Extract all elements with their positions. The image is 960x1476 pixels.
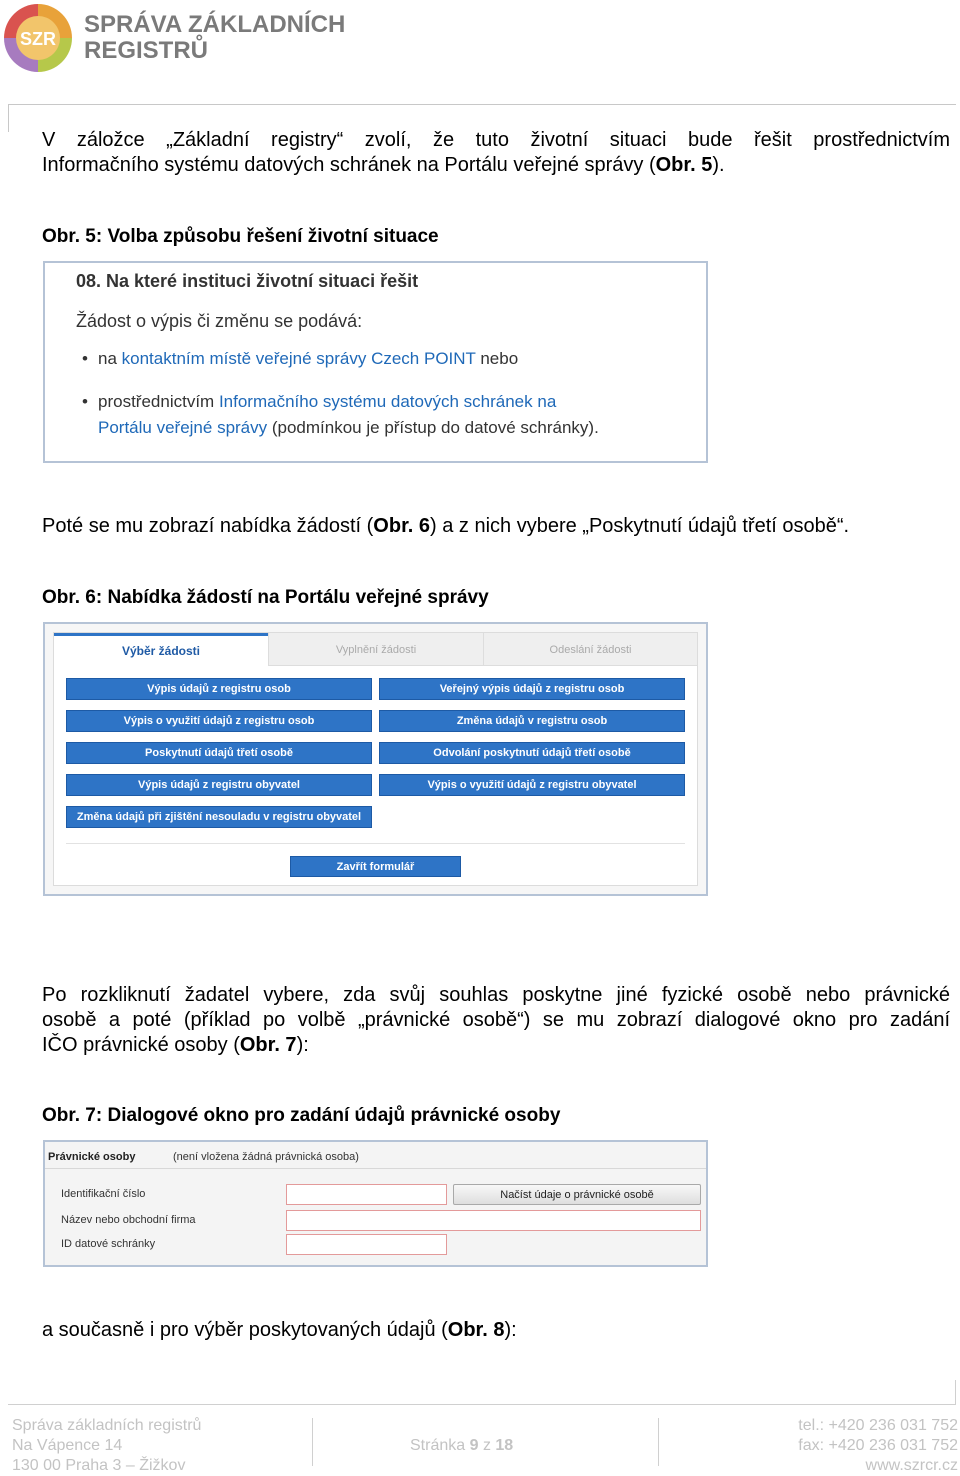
figure-7-screenshot (43, 1140, 708, 1267)
btn-vypis-registr-obyvatel[interactable]: Výpis údajů z registru obyvatel (66, 774, 372, 796)
figure-7-caption: Obr. 7: Dialogové okno pro zadání údajů právnické osoby (42, 1105, 561, 1126)
btn-vypis-vyuziti-registr-osob[interactable]: Výpis o využití údajů z registru osob (66, 710, 372, 732)
paragraph-3-line2: osobě a poté (příklad po volbě „právnické osobě“) se mu zobrazí dialogové okno pro zadání (42, 1009, 950, 1031)
footer-rule (8, 1404, 956, 1405)
btn-poskytnuti-udaju-treti-osobe[interactable]: Poskytnutí údajů třetí osobě (66, 742, 372, 764)
czech-point-link[interactable]: kontaktním místě veřejné správy Czech POINT (121, 349, 476, 368)
svg-text:SZR: SZR (20, 29, 56, 49)
figure-5-screenshot (43, 261, 708, 463)
header-rule (8, 104, 956, 105)
request-form-panel (53, 632, 698, 886)
label-ico: Identifikační číslo (61, 1188, 146, 1200)
portal-link[interactable]: Portálu veřejné správy (98, 418, 268, 437)
paragraph-2: Poté se mu zobrazí nabídka žádostí (Obr. 6) a z nich vybere „Poskytnutí údajů třetí osobě“. (42, 515, 850, 537)
close-form-button[interactable]: Zavřít formulář (290, 856, 461, 877)
footer-rule-corner (955, 1380, 956, 1405)
szr-logo-icon (2, 2, 74, 74)
company-name-input[interactable] (286, 1210, 701, 1231)
btn-zmena-udaju-registr-osob[interactable]: Změna údajů v registru osob (379, 710, 685, 732)
footer-org-name: Správa základních registrů (12, 1417, 202, 1434)
footer-street: Na Vápence 14 (12, 1437, 123, 1454)
paragraph-3-line1: Po rozkliknutí žadatel vybere, zda svůj souhlas poskytne jiné fyzické osobě nebo právnické (42, 984, 950, 1006)
paragraph-3-line3: IČO právnické osoby (Obr. 7): (42, 1034, 309, 1056)
figure-6-screenshot (43, 622, 708, 896)
paragraph-4: a současně i pro výběr poskytovaných údajů (Obr. 8): (42, 1319, 517, 1341)
tab-odeslani-zadosti[interactable]: Odeslání žádosti (483, 633, 697, 666)
bullet-icon: • (82, 392, 88, 411)
btn-zmena-udaju-nesoulad[interactable]: Změna údajů při zjištění nesouladu v registru obyvatel (66, 806, 372, 828)
btn-odvolani-poskytnuti[interactable]: Odvolání poskytnutí údajů třetí osobě (379, 742, 685, 764)
paragraph-1-line1: V záložce „Základní registry“ zvolí, že tuto životní situaci bude řešit prostřednictvím (42, 129, 950, 151)
load-legal-person-button[interactable]: Načíst údaje o právnické osobě (453, 1184, 701, 1205)
header-rule-corner (8, 104, 9, 132)
btn-vypis-registr-osob[interactable]: Výpis údajů z registru osob (66, 678, 372, 700)
footer-fax: fax: +420 236 031 752 (798, 1437, 958, 1454)
fig5-bullet-2: • prostřednictvím Informačního systému datových schránek na Portálu veřejné správy (podmínkou je přístup do datové schránky). (98, 389, 599, 441)
dialog-divider (45, 1168, 706, 1169)
tab-vyber-zadosti[interactable]: Výběr žádosti (54, 633, 268, 666)
footer-divider-left (312, 1418, 313, 1466)
btn-vypis-vyuziti-registr-obyvatel[interactable]: Výpis o využití údajů z registru obyvatel (379, 774, 685, 796)
tab-divider (268, 665, 697, 666)
isds-link[interactable]: Informačního systému datových schránek na (218, 392, 557, 411)
form-divider (66, 843, 685, 844)
footer-website[interactable]: www.szrcr.cz (865, 1457, 958, 1474)
fig5-subheading: Žádost o výpis či změnu se podává: (76, 311, 363, 331)
legal-persons-title: Právnické osoby (48, 1151, 136, 1163)
figure-5-caption: Obr. 5: Volba způsobu řešení životní situace (42, 226, 439, 247)
footer-city: 130 00 Praha 3 – Žižkov (12, 1457, 186, 1474)
fig5-heading: 08. Na které instituci životní situaci řešit (76, 271, 419, 291)
footer-phone: tel.: +420 236 031 752 (798, 1417, 958, 1434)
label-data-box-id: ID datové schránky (61, 1238, 156, 1250)
paragraph-1-line2: Informačního systému datových schránek na Portálu veřejné správy (Obr. 5). (42, 154, 725, 176)
figure-6-caption: Obr. 6: Nabídka žádostí na Portálu veřejné správy (42, 587, 489, 608)
btn-verejny-vypis-registr-osob[interactable]: Veřejný výpis údajů z registru osob (379, 678, 685, 700)
tab-vyplneni-zadosti[interactable]: Vyplnění žádosti (268, 633, 483, 666)
ico-input[interactable] (286, 1184, 447, 1205)
bullet-icon: • (82, 349, 88, 368)
data-box-id-input[interactable] (286, 1234, 447, 1255)
fig5-bullet-1: • na kontaktním místě veřejné správy Czech POINT nebo (82, 349, 519, 368)
legal-persons-status: (není vložena žádná právnická osoba) (173, 1151, 359, 1163)
label-company-name: Název nebo obchodní firma (61, 1214, 196, 1226)
footer-divider-right (658, 1418, 659, 1466)
org-name-line2: REGISTRŮ (84, 37, 209, 64)
footer-page-number: Stránka 9 z 18 (410, 1437, 514, 1454)
org-name-line1: SPRÁVA ZÁKLADNÍCH (84, 11, 346, 38)
